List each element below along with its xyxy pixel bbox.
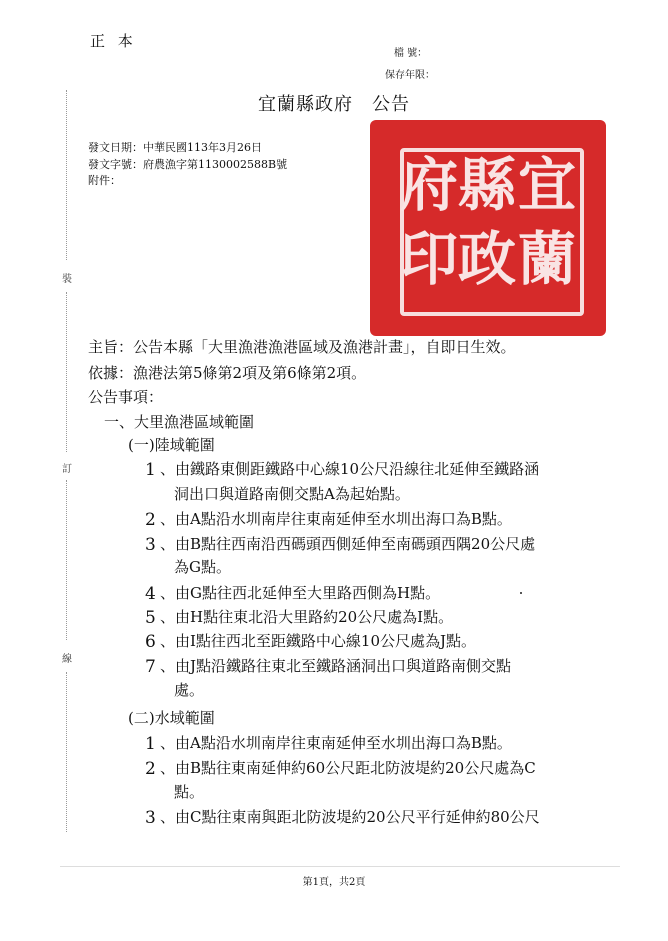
item-text: 、由鐵路東側距鐵路中心線10公尺沿線往北延伸至鐵路涵 [160,460,540,478]
item-text-cont: 為G點。 [174,558,231,576]
seal-char: 蘭 [518,225,577,293]
item-text: 、由B點往西南沿西碼頭西側延伸至南碼頭西隅20公尺處 [160,535,536,553]
announcement-items-label: 公告事項： [88,388,164,406]
item-text: 、由H點往東北沿大里路約20公尺處為I點。 [160,608,454,626]
item-text: 、由G點往西北延伸至大里路西側為H點。 [160,584,441,602]
seal-char: 印 [400,225,459,293]
seal-char: 宜 [518,151,577,219]
item-number: 5 [145,608,156,628]
subject-line: 主旨：公告本縣「大里漁港漁港區域及漁港計畫」，自即日生效。 [88,338,516,356]
binding-line-top [66,90,67,260]
water-area-heading: (二)水域範圍 [128,709,215,727]
item-number: 2 [145,510,156,530]
item-number: 1 [145,460,156,480]
item-number: 2 [145,759,156,779]
attachment-label: 附件： [88,174,121,187]
retention-period-label: 保存年限： [385,70,435,81]
section-heading: 一、大里漁港區域範圍 [104,413,255,431]
seal-char: 縣 [458,151,517,219]
footer-rule [60,866,620,867]
binding-line-bottom [66,672,67,832]
item-text: 、由I點往西北至距鐵路中心線10公尺處為J點。 [160,632,477,650]
item-number: 3 [145,535,156,555]
item-text-cont: 點。 [174,783,205,801]
document-number: 發文字號：府農漁字第1130002588B號 [88,158,288,171]
binding-mark-xian: 線 [62,654,72,665]
item-number: 7 [145,657,156,677]
item-text: 、由C點往東南與距北防波堤約20公尺平行延伸約80公尺 [160,808,540,826]
seal-char: 政 [458,225,517,293]
copy-mark: 正 本 [90,32,137,50]
file-number-label: 檔 號： [394,48,428,59]
item-text-cont: 處。 [174,681,205,699]
binding-mark-zhuang: 裝 [62,274,72,285]
page-title: 宜蘭縣政府 公告 [258,94,410,115]
item-text: 、由A點沿水圳南岸往東南延伸至水圳出海口為B點。 [160,734,512,752]
binding-mark-ding: 訂 [62,464,72,475]
item-number: 1 [145,734,156,754]
basis-line: 依據：漁港法第5條第2項及第6條第2項。 [88,364,367,382]
item-number: 3 [145,808,156,828]
page-number: 第1頁，共2頁 [302,877,366,888]
binding-line-low [66,480,67,640]
item-text-cont: 洞出口與道路南側交點A為起始點。 [174,485,410,503]
item-text: 、由A點沿水圳南岸往東南延伸至水圳出海口為B點。 [160,510,512,528]
item-text: 、由J點沿鐵路往東北至鐵路涵洞出口與道路南側交點 [160,657,512,675]
item-number: 6 [145,632,156,652]
seal-char: 府 [400,151,459,219]
land-area-heading: (一)陸域範圍 [128,436,215,454]
binding-line-mid [66,292,67,452]
item-text: 、由B點往東南延伸約60公尺距北防波堤約20公尺處為C [160,759,536,777]
scan-speck [520,592,522,594]
item-number: 4 [145,584,156,604]
official-seal [370,120,606,336]
issue-date: 發文日期：中華民國113年3月26日 [88,141,262,154]
